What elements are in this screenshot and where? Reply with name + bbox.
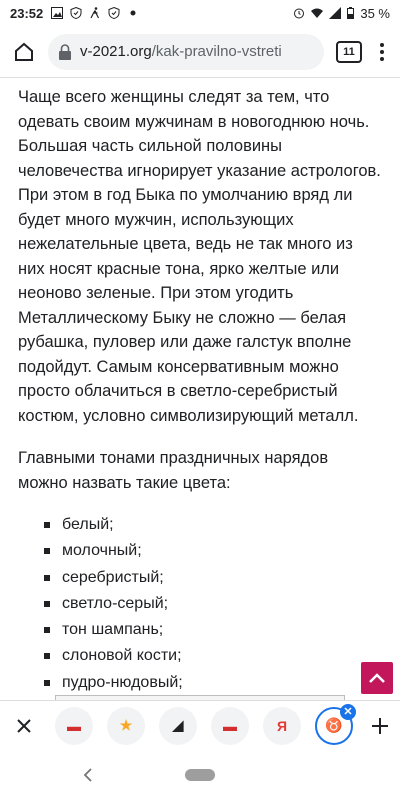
list-item: слоновой кости; [40,647,382,673]
battery-icon [347,7,354,19]
notification-icons [51,7,139,19]
signal-icon [329,7,341,19]
status-bar [0,0,400,26]
more-menu-button[interactable] [372,36,392,68]
chevron-up-icon [368,672,386,684]
tab-item[interactable] [107,707,145,745]
shield-icon [70,7,82,19]
alarm-icon [293,7,305,19]
url-domain: v-2021.org [80,43,152,60]
close-tab-group-button[interactable] [0,702,48,750]
list-item: светло-серый; [40,595,382,621]
home-gesture-pill[interactable] [185,769,215,781]
close-tab-icon[interactable]: ✕ [340,704,356,720]
tab-strip [0,700,400,750]
list-item: пудро-нюдовый; [40,674,382,700]
status-time: 23:52 [10,5,44,21]
close-icon [17,719,31,733]
image-icon [51,7,63,19]
tab-item[interactable] [263,707,301,745]
tab-list [48,707,360,745]
chart-favicon-icon: ◢ [172,717,184,733]
wifi-icon [311,7,323,19]
url-text [80,43,282,60]
new-tab-button[interactable] [360,702,400,750]
chevron-left-icon [83,768,93,782]
url-path: /kak-pravilno-vstreti [151,43,282,60]
system-nav-bar [0,750,400,800]
article-paragraph: Главными тонами праздничных нарядов можно назвать такие цвета: [18,449,329,492]
article-content [0,78,400,698]
tab-item[interactable] [55,707,93,745]
bull-favicon-icon: ♉ [325,717,343,733]
lock-icon [58,44,72,60]
list-item: белый; [40,516,382,542]
tab-item[interactable] [211,707,249,745]
list-item: тон шампань; [40,621,382,647]
news-favicon-icon: ▬ [67,717,81,734]
address-bar[interactable] [48,34,324,70]
news-favicon-icon: ▬ [223,717,237,734]
shield-icon [108,7,120,19]
battery-percent: 35 % [360,5,390,21]
back-button[interactable] [80,765,96,785]
list-item: молочный; [40,542,382,568]
tab-switcher-button[interactable]: 11 [336,41,362,63]
home-icon [13,42,35,62]
tab-item[interactable] [159,707,197,745]
article-paragraph: Чаще всего женщины следят за тем, что одевать своим мужчинам в новогоднюю ночь. Большая часть сильной половины человечества игнорирует указание астрологов. При этом в год Быка по умолчанию вряд ли будет много мужчин, использующих нежелательные цвета, ведь не так много из них носят красные тона, ярко желтые или неоново зеленые. При этом угодить Металлическому Быку не сложно — белая рубашка, пуловер или даже галстук вполне подойдут. Самым консервативным можно просто облачиться в светло-серебристый костюм, условно символизирующий металл. [18,88,381,425]
yandex-favicon-icon: Я [276,717,288,734]
tab-item[interactable] [315,707,353,745]
home-button[interactable] [8,36,40,68]
star-favicon-icon: ★ [119,717,133,733]
scroll-to-top-button[interactable] [361,662,393,694]
walk-icon [89,7,101,19]
list-item: серебристый; [40,569,382,595]
dot-icon [127,7,139,19]
browser-toolbar [0,26,400,78]
plus-icon [372,718,388,734]
